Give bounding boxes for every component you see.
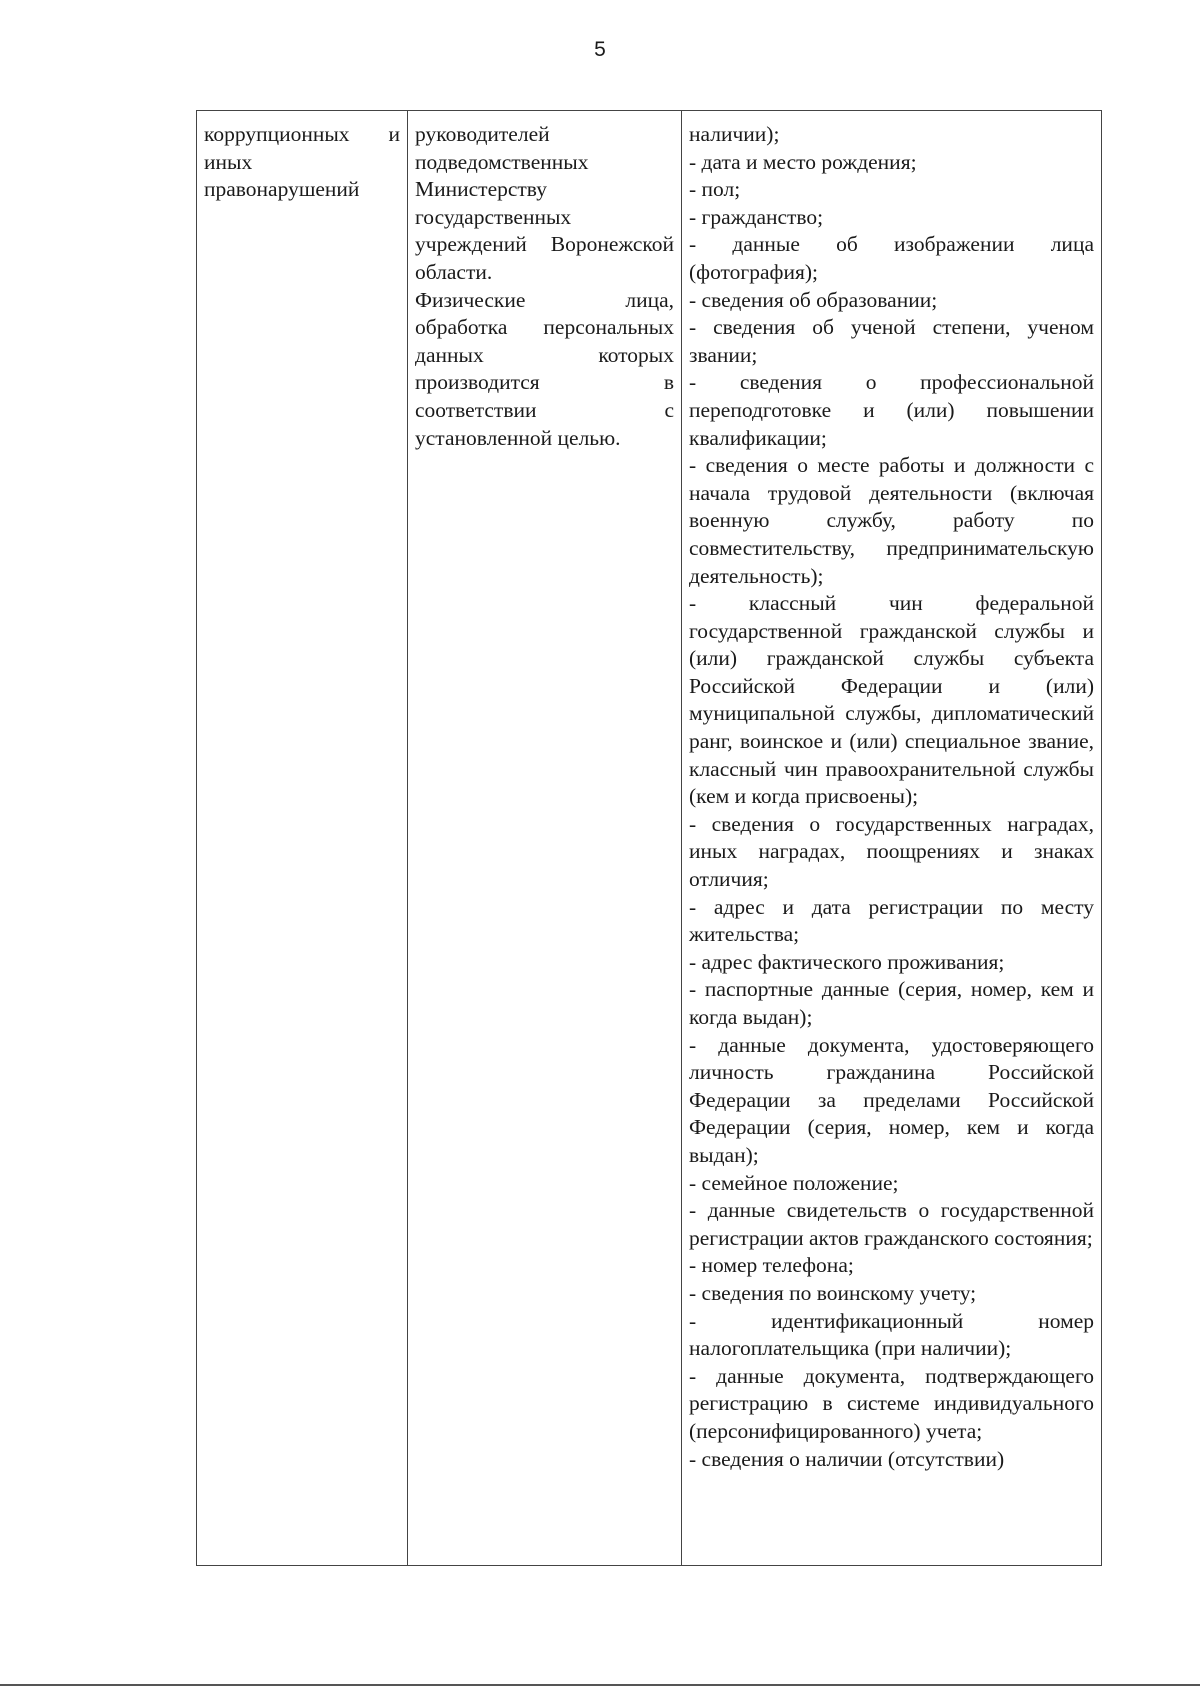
- list-item: - данные свидетельств о государственной регистрации актов гражданского состояния;: [689, 1198, 1094, 1250]
- list-item: - адрес и дата регистрации по месту жительства;: [689, 894, 1094, 947]
- list-item: - сведения о государственных наградах, иных наградах, поощрениях и знаках отличия;: [689, 811, 1094, 892]
- list-item: - сведения о месте работы и должности с начала трудовой деятельности (включая военную службу, работу по совместительству, предпринимательскую деятельность);: [689, 453, 1094, 588]
- list-item: - паспортные данные (серия, номер, кем и когда выдан);: [689, 977, 1094, 1029]
- list-item: - данные документа, удостоверяющего личность гражданина Российской Федерации за пределами Российской Федерации (серия, номер, кем и когда выдан);: [689, 1032, 1094, 1167]
- personal-data-table: [196, 110, 1102, 1566]
- bottom-rule: [0, 1684, 1200, 1686]
- cell-paragraph: коррупционных и иных правонарушений: [204, 122, 400, 202]
- list-item: - дата и место рождения;: [689, 149, 917, 174]
- list-item: наличии);: [689, 122, 780, 146]
- list-item: - пол;: [689, 177, 741, 202]
- list-item: - номер телефона;: [689, 1253, 854, 1278]
- table-cell-category: [197, 111, 408, 1565]
- list-item: - идентификационный номер налогоплательщика (при наличии);: [689, 1308, 1094, 1361]
- list-item: - гражданство;: [689, 204, 824, 229]
- cell-paragraph: Физические лица, обработка персональных данных которых производится в соответствии с установленной целью.: [415, 287, 674, 450]
- list-item: - классный чин федеральной государственной гражданской службы и (или) гражданской службы субъекта Российской Федерации и (или) муниципальной службы, дипломатический ранг, воинское и (или) специальное звание, классный чин правоохранительной службы (кем и когда присвоены);: [689, 591, 1094, 809]
- list-item: - данные документа, подтверждающего регистрацию в системе индивидуального (персонифицированного) учета;: [689, 1363, 1094, 1443]
- table-cell-subjects: [408, 111, 682, 1565]
- list-item: - адрес фактического проживания;: [689, 949, 1005, 974]
- page-number: 5: [594, 38, 606, 61]
- list-item: - данные об изображении лица (фотография);: [689, 232, 1094, 284]
- list-item: - сведения об образовании;: [689, 287, 938, 312]
- cell-paragraph: руководителей подведомственных Министерству государственных учреждений Воронежской области.: [415, 122, 674, 284]
- list-item: - сведения о наличии (отсутствии): [689, 1446, 1005, 1471]
- table-cell-data-list: [682, 111, 1101, 1565]
- list-item: - семейное положение;: [689, 1170, 899, 1195]
- list-item: - сведения об ученой степени, ученом звании;: [689, 315, 1094, 367]
- list-item: - сведения о профессиональной переподготовке и (или) повышении квалификации;: [689, 370, 1094, 450]
- list-item: - сведения по воинскому учету;: [689, 1280, 977, 1305]
